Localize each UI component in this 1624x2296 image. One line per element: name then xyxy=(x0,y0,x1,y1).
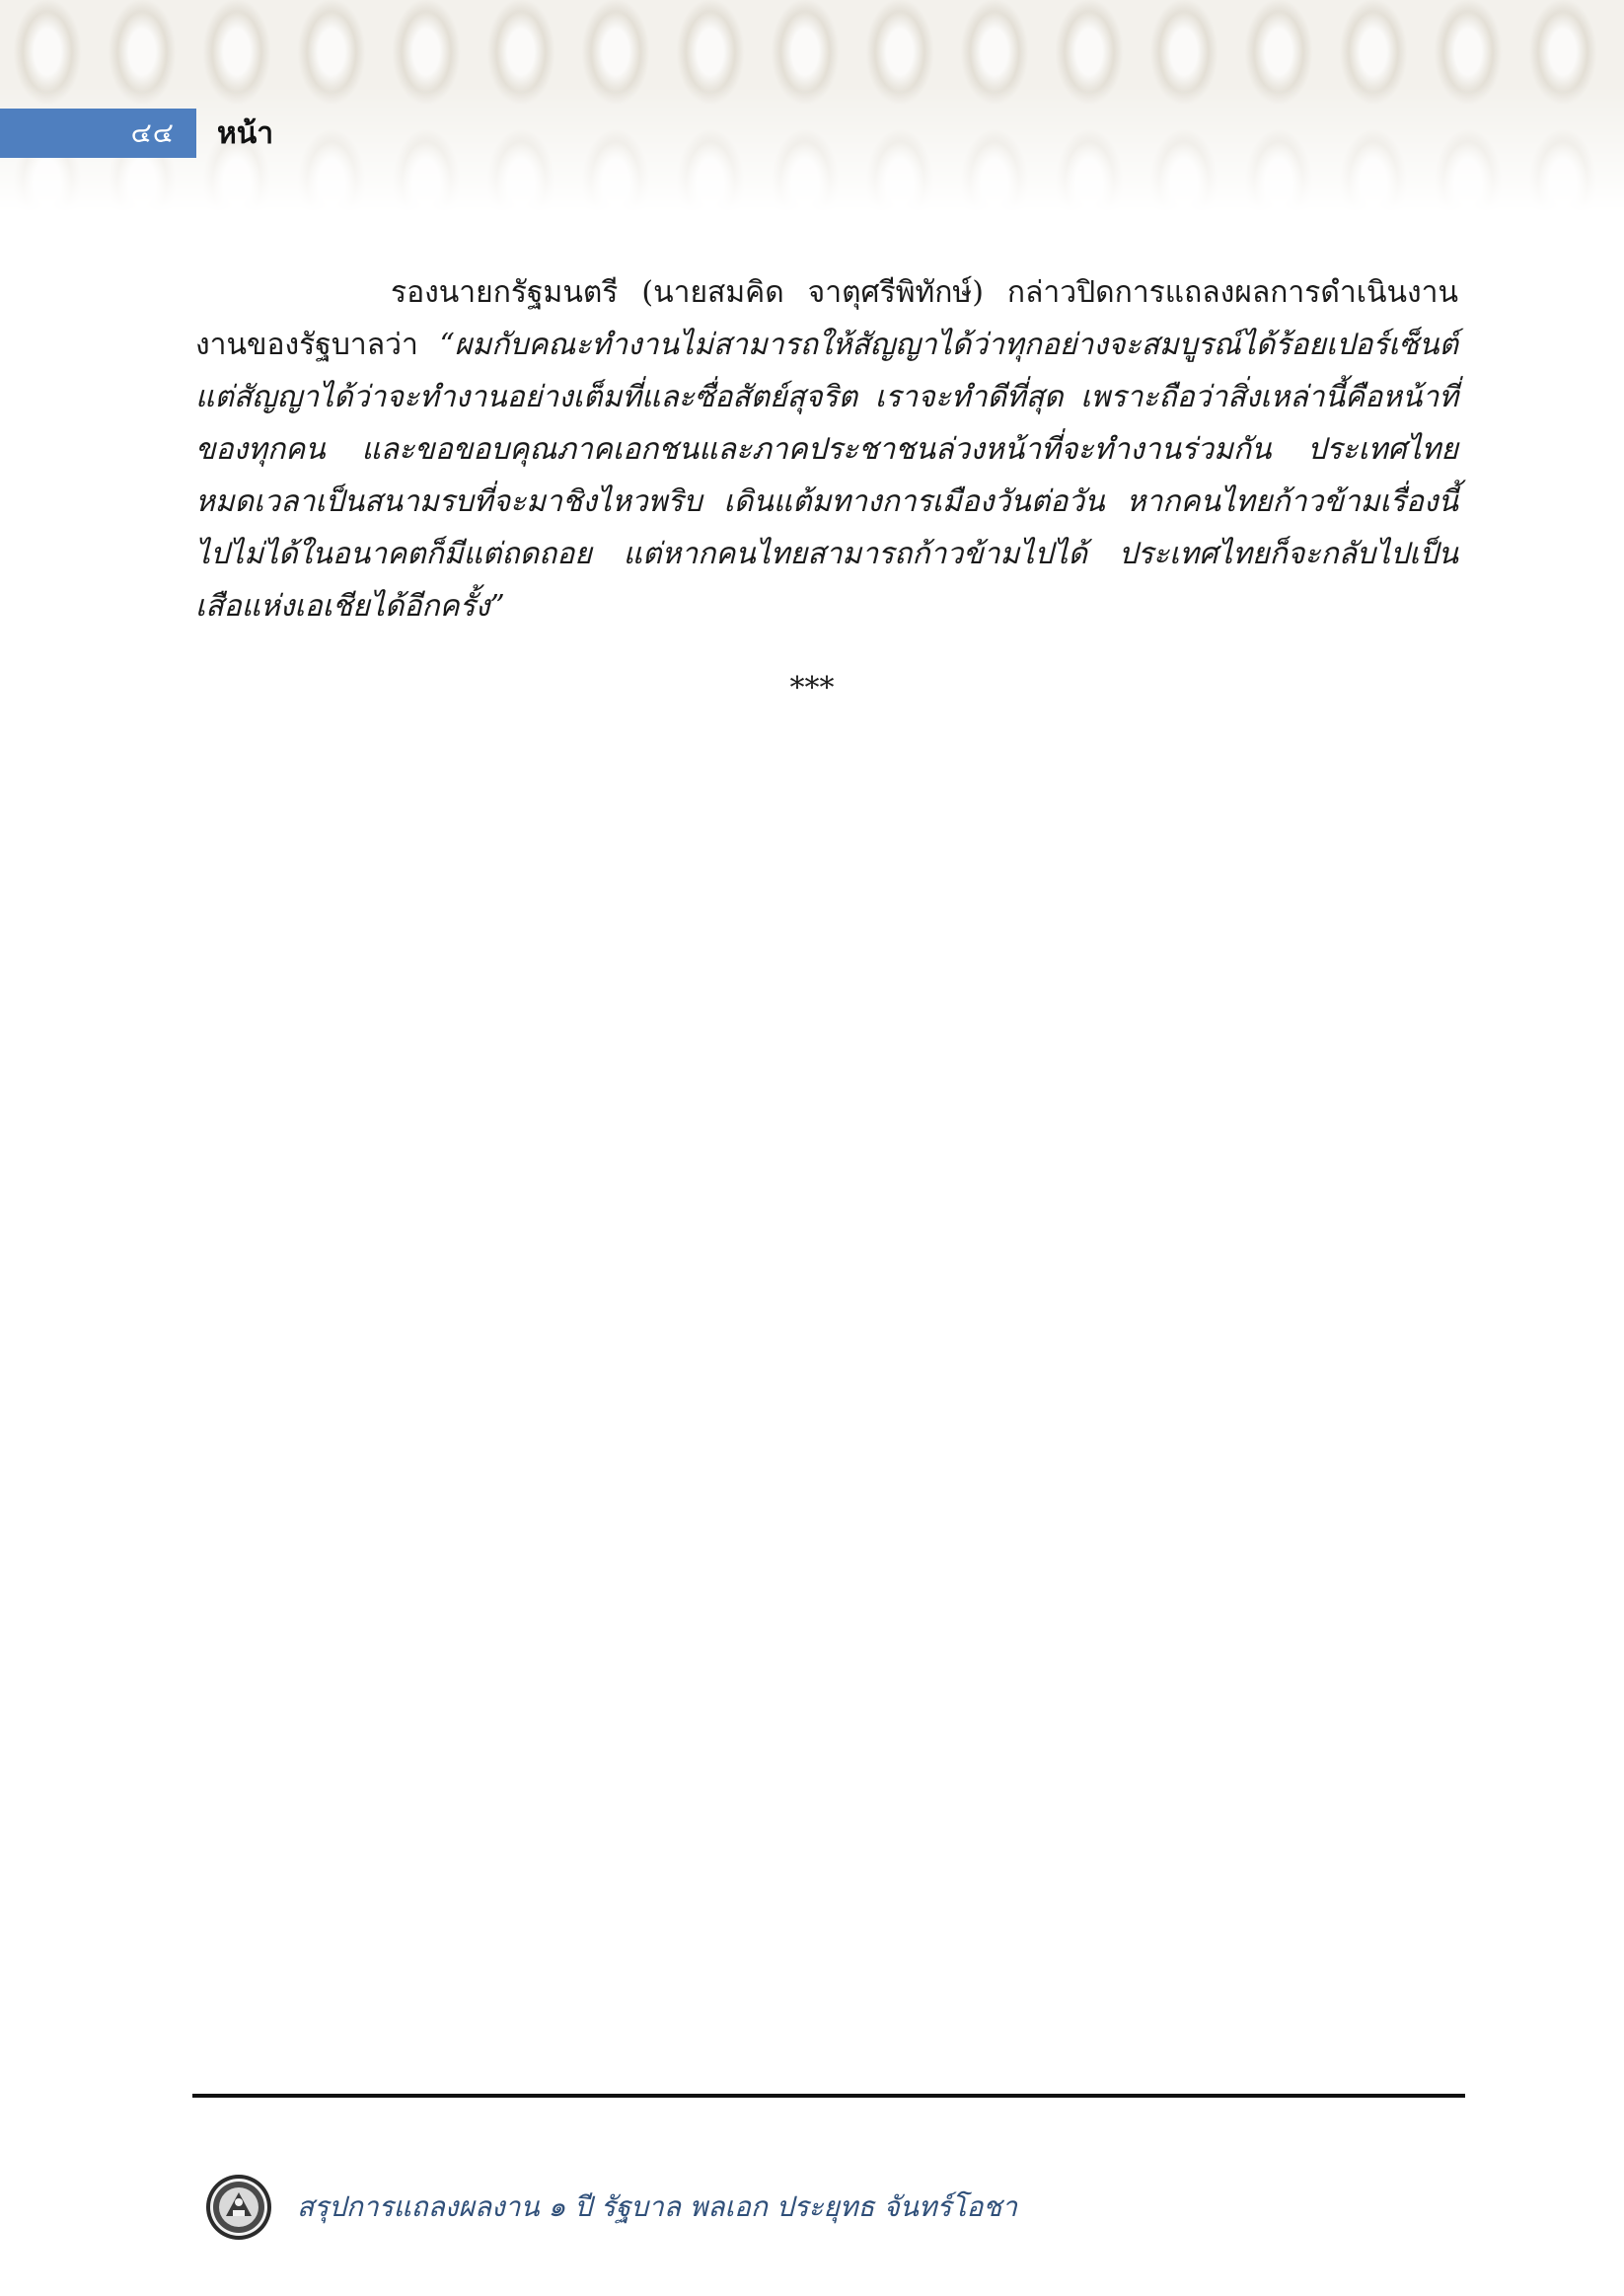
quote-text: “ผมกับคณะทำงานไม่สามารถให้สัญญาได้ว่าทุกอย่างจะสมบูรณ์ได้ร้อยเปอร์เซ็นต์ แต่สัญญาได้ว่าจะทำงานอย่างเต็มที่และซื่อสัตย์สุจริต เราจะทำดีที่สุด เพราะถือว่าสิ่งเหล่านี้คือหน้าที่ของทุกคน และขอขอบคุณภาคเอกชนและภาคประชาชนล่วงหน้าที่จะทำงานร่วมกัน ประเทศไทยหมดเวลาเป็นสนามรบที่จะมาชิงไหวพริบ เดินแต้มทางการเมืองวันต่อวัน หากคนไทยก้าวข้ามเรื่องนี้ไปไม่ได้ในอนาคตก็มีแต่ถดถอย แต่หากคนไทยสามารถก้าวข้ามไปได้ ประเทศไทยก็จะกลับไปเป็นเสือแห่งเอเชียได้อีกครั้ง” xyxy=(195,328,1458,624)
footer-divider xyxy=(192,2094,1465,2098)
government-seal-icon xyxy=(204,2173,273,2242)
header-pattern xyxy=(0,0,1624,212)
page-label: หน้า xyxy=(217,115,274,151)
paragraph-lead: รองนายกรัฐมนตรี (นายสมคิด จาตุศรีพิทักษ์) กล่าวปิดการแถลงผลการดำเนินงานงานของรัฐบาลว่า xyxy=(195,275,1458,362)
body-paragraph xyxy=(195,266,1458,632)
footer xyxy=(204,2171,1017,2244)
section-separator: *** xyxy=(789,671,835,705)
body-paragraph-container xyxy=(195,266,1458,632)
page-number: ๔๔ xyxy=(130,116,175,149)
footer-title: สรุปการแถลงผลงาน ๑ ปี รัฐบาล พลเอก ประยุทธ จันทร์โอชา xyxy=(297,2190,1018,2223)
page-number-tab xyxy=(0,109,196,158)
